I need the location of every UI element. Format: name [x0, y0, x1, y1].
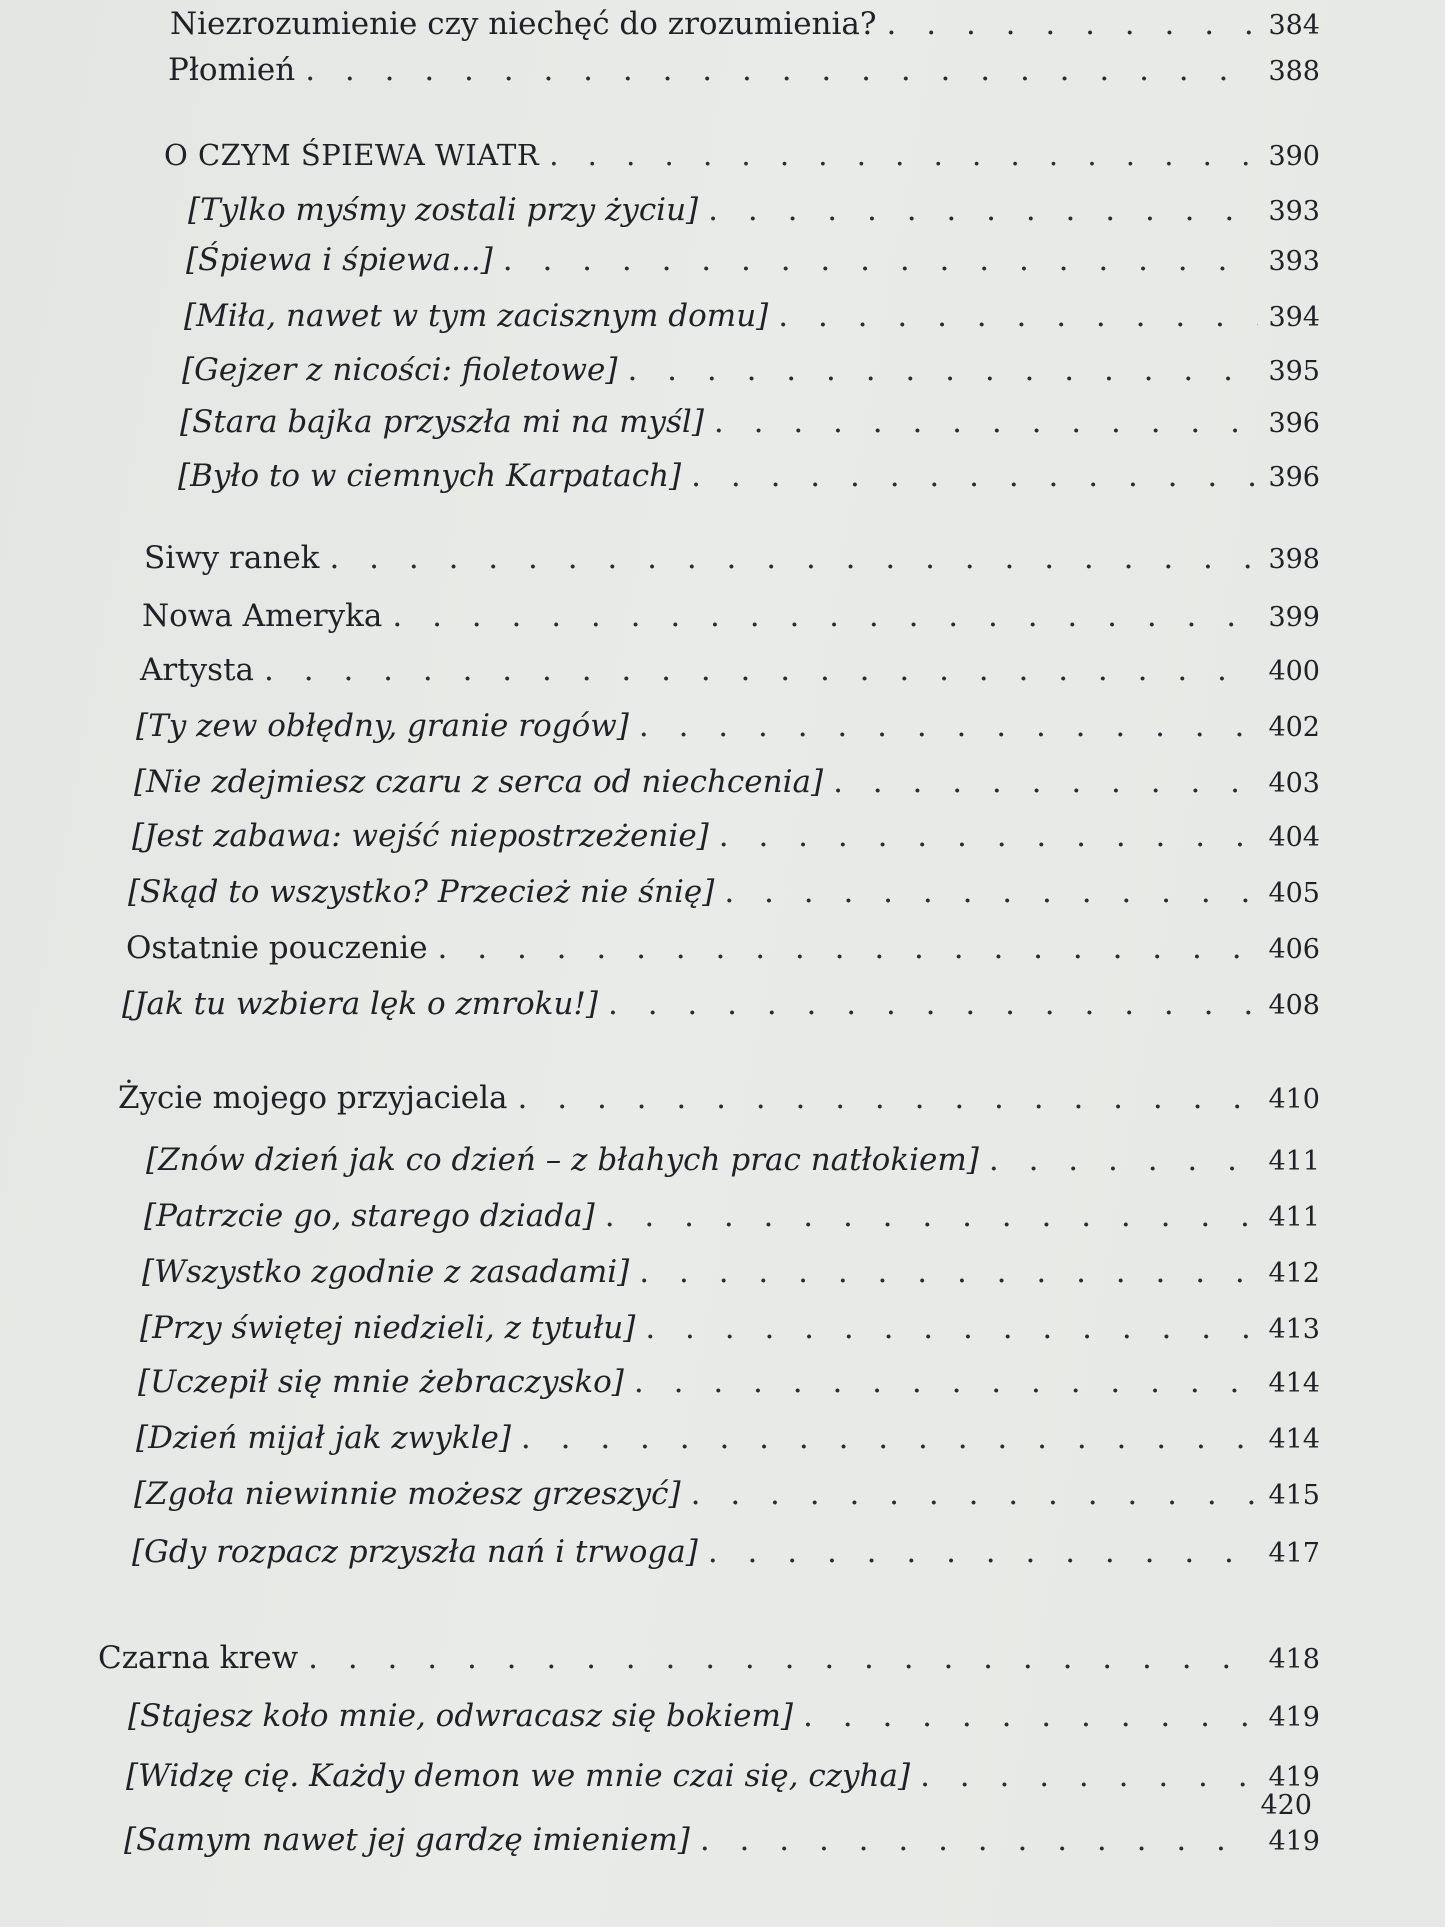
- page-number: 405: [1268, 878, 1320, 909]
- toc-entry: [134, 764, 1320, 800]
- dot-leader: [639, 708, 1259, 744]
- entry-title: [Uczepił się mnie żebraczysko]: [138, 1364, 624, 1400]
- entry-title: [Dzień mijał jak zwykle]: [136, 1420, 511, 1456]
- page-number: 415: [1268, 1480, 1320, 1511]
- page-number: 408: [1268, 990, 1320, 1021]
- toc-entry: [118, 1080, 1320, 1116]
- entry-title: [Widzę cię. Każdy demon we mnie czai się, czyha]: [126, 1758, 911, 1794]
- dot-leader: [392, 598, 1258, 634]
- page-number: 419: [1268, 1702, 1320, 1733]
- toc-entry: [180, 404, 1320, 440]
- page-number: 403: [1268, 768, 1320, 799]
- page-number: 390: [1268, 141, 1320, 172]
- entry-title: Nowa Ameryka: [142, 598, 383, 634]
- entry-title: [Wszystko zgodnie z zasadami]: [142, 1254, 630, 1290]
- dot-leader: [920, 1758, 1258, 1794]
- page-number: 393: [1268, 196, 1320, 227]
- dot-leader: [714, 404, 1259, 440]
- entry-title: Artysta: [140, 652, 255, 688]
- dot-leader: [518, 1080, 1259, 1116]
- page-number: 393: [1268, 246, 1320, 277]
- page-number: 395: [1268, 356, 1320, 387]
- toc-entry: [144, 1198, 1320, 1234]
- dot-leader: [803, 1698, 1258, 1734]
- entry-title: [Przy świętej niedzieli, z tytułu]: [140, 1310, 636, 1346]
- dot-leader: [264, 652, 1258, 688]
- dot-leader: [521, 1420, 1259, 1456]
- page-number: 398: [1268, 544, 1320, 575]
- entry-title: [Miła, nawet w tym zacisznym domu]: [184, 298, 769, 334]
- toc-entry: [128, 1698, 1320, 1734]
- entry-title: Niezrozumienie czy niechęć do zrozumienia?: [170, 6, 877, 42]
- trailing-page-number: 420: [1260, 1790, 1312, 1821]
- dot-leader: [308, 1640, 1258, 1676]
- toc-entry: [140, 652, 1320, 688]
- dot-leader: [627, 352, 1258, 388]
- dot-leader: [691, 1476, 1259, 1512]
- dot-leader: [438, 930, 1259, 966]
- page-number: 404: [1268, 822, 1320, 853]
- entry-title: [Znów dzień jak co dzień – z błahych prac natłokiem]: [146, 1142, 979, 1178]
- page-number: 414: [1268, 1424, 1320, 1455]
- toc-entry: [182, 352, 1320, 388]
- page-number: 394: [1268, 302, 1320, 333]
- dot-leader: [549, 138, 1258, 172]
- entry-title: Ostatnie pouczenie: [126, 930, 428, 966]
- toc-entry: [132, 818, 1320, 854]
- toc-entry: [142, 598, 1320, 634]
- entry-title: [Patrzcie go, starego dziada]: [144, 1198, 595, 1234]
- toc-entry: [140, 1310, 1320, 1346]
- toc-entry: [124, 1822, 1320, 1858]
- page-number: 396: [1268, 408, 1320, 439]
- page-number: 406: [1268, 934, 1320, 965]
- entry-title: Siwy ranek: [144, 540, 320, 576]
- entry-title: [Jest zabawa: wejść niepostrzeżenie]: [132, 818, 709, 854]
- entry-title: [Samym nawet jej gardzę imieniem]: [124, 1822, 690, 1858]
- toc-entry: [126, 930, 1320, 966]
- entry-title: [Gdy rozpacz przyszła nań i trwoga]: [132, 1534, 698, 1570]
- page-number: 413: [1268, 1314, 1320, 1345]
- entry-title: [Stara bajka przyszła mi na myśl]: [180, 404, 704, 440]
- section-heading: O CZYM ŚPIEWA WIATR: [164, 138, 540, 172]
- entry-title: [Ty zew obłędny, granie rogów]: [136, 708, 629, 744]
- page-number: 417: [1268, 1538, 1320, 1569]
- entry-title: Czarna krew: [98, 1640, 299, 1676]
- page-number: 410: [1268, 1084, 1320, 1115]
- page-number: 396: [1268, 462, 1320, 493]
- dot-leader: [645, 1310, 1258, 1346]
- toc-entry: [98, 1640, 1320, 1676]
- entry-title: [Gejzer z nicości: fioletowe]: [182, 352, 618, 388]
- dot-leader: [691, 458, 1258, 494]
- toc-entry: [136, 1420, 1320, 1456]
- entry-title: [Tylko myśmy zostali przy życiu]: [188, 192, 699, 228]
- dot-leader: [708, 192, 1258, 228]
- dot-leader: [639, 1254, 1258, 1290]
- dot-leader: [989, 1142, 1259, 1178]
- dot-leader: [887, 6, 1259, 42]
- dot-leader: [724, 874, 1258, 910]
- entry-title: [Zgoła niewinnie możesz grzeszyć]: [134, 1476, 681, 1512]
- toc-entry: [184, 298, 1320, 334]
- dot-leader: [708, 1534, 1259, 1570]
- toc-entry: [128, 874, 1320, 910]
- dot-leader: [719, 818, 1259, 854]
- entry-title: [Nie zdejmiesz czaru z serca od niechcenia]: [134, 764, 824, 800]
- page-number: 388: [1268, 56, 1320, 87]
- page-number: 419: [1268, 1826, 1320, 1857]
- page-number: 412: [1268, 1258, 1320, 1289]
- toc-entry: [188, 192, 1320, 228]
- dot-leader: [605, 1198, 1259, 1234]
- toc-entry: [142, 1254, 1320, 1290]
- page-number: 399: [1268, 602, 1320, 633]
- dot-leader: [833, 764, 1258, 800]
- dot-leader: [329, 540, 1258, 576]
- dot-leader: [634, 1364, 1259, 1400]
- page-number: 414: [1268, 1368, 1320, 1399]
- entry-title: [Skąd to wszystko? Przecież nie śnię]: [128, 874, 715, 910]
- page-number: 419: [1268, 1762, 1320, 1793]
- dot-leader: [503, 242, 1259, 278]
- entry-title: [Stajesz koło mnie, odwracasz się bokiem]: [128, 1698, 794, 1734]
- dot-leader: [778, 298, 1258, 334]
- toc-entry: [134, 1476, 1320, 1512]
- toc-entry: [122, 986, 1320, 1022]
- entry-title: Płomień: [168, 52, 296, 88]
- toc-entry: [168, 52, 1320, 88]
- entry-title: [Śpiewa i śpiewa...]: [186, 242, 493, 278]
- toc-entry: [164, 138, 1320, 172]
- toc-entry: [186, 242, 1320, 278]
- page-number: 402: [1268, 712, 1320, 743]
- entry-title: Życie mojego przyjaciela: [118, 1080, 508, 1116]
- entry-title: [Jak tu wzbiera lęk o zmroku!]: [122, 986, 598, 1022]
- dot-leader: [608, 986, 1258, 1022]
- toc-entry: [178, 458, 1320, 494]
- toc-entry: [144, 540, 1320, 576]
- toc-entry: [136, 708, 1320, 744]
- entry-title: [Było to w ciemnych Karpatach]: [178, 458, 682, 494]
- page-number: 411: [1268, 1202, 1320, 1233]
- toc-entry: [126, 1758, 1320, 1794]
- toc-entry: [146, 1142, 1320, 1178]
- page-number: 411: [1268, 1146, 1320, 1177]
- page-number: 418: [1268, 1644, 1320, 1675]
- dot-leader: [700, 1822, 1259, 1858]
- toc-entry: [132, 1534, 1320, 1570]
- dot-leader: [305, 52, 1258, 88]
- toc-entry: [138, 1364, 1320, 1400]
- page-number: 400: [1268, 656, 1320, 687]
- toc-entry: [170, 6, 1320, 42]
- page-number: 384: [1268, 10, 1320, 41]
